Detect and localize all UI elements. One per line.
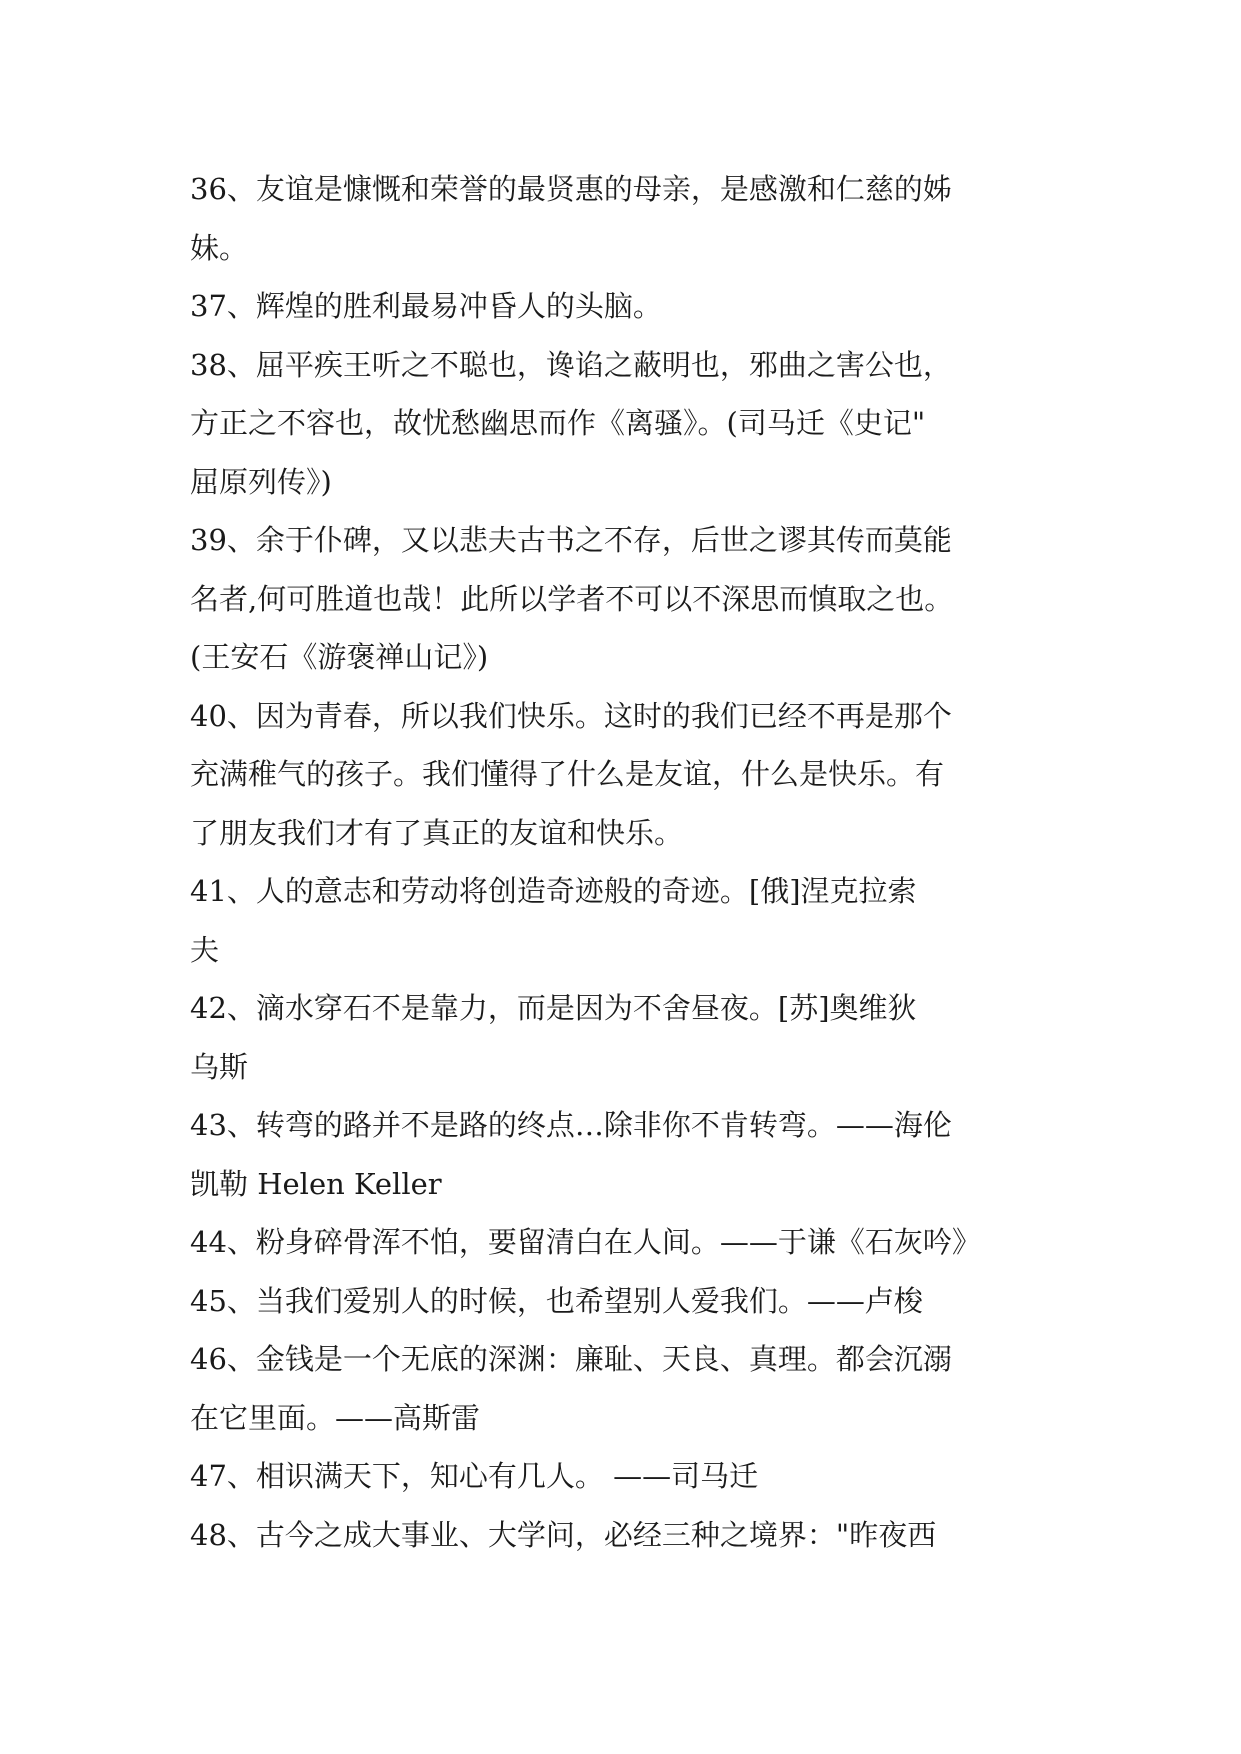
text-line: 充满稚气的孩子。我们懂得了什么是友谊，什么是快乐。有 — [190, 757, 945, 791]
text-line: 36、友谊是慷慨和荣誉的最贤惠的母亲，是感激和仁慈的姊 — [190, 172, 952, 206]
text-line: 在它里面。——高斯雷 — [190, 1400, 481, 1435]
text-line: 了朋友我们才有了真正的友谊和快乐。 — [190, 815, 684, 850]
text-line: (王安石《游褒禅山记》) — [190, 640, 489, 674]
text-line: 方正之不容也，故忧愁幽思而作《离骚》。(司马迁《史记" — [190, 406, 926, 440]
text-line: 乌斯 — [190, 1049, 249, 1084]
text-line: 37、辉煌的胜利最易冲昏人的头脑。 — [190, 289, 662, 323]
text-line: 凯勒 Helen Keller — [190, 1166, 442, 1201]
text-line: 48、古今之成大事业、大学问，必经三种之境界："昨夜西 — [190, 1517, 937, 1552]
document-body — [190, 160, 1070, 1564]
text-line: 39、余于仆碑，又以悲夫古书之不存，后世之谬其传而莫能 — [190, 523, 952, 557]
text-line: 夫 — [190, 932, 220, 967]
text-line: 42、滴水穿石不是靠力，而是因为不舍昼夜。[苏]奥维狄 — [190, 991, 917, 1025]
text-line: 45、当我们爱别人的时候，也希望别人爱我们。——卢梭 — [190, 1283, 923, 1318]
text-line: 46、金钱是一个无底的深渊：廉耻、天良、真理。都会沉溺 — [190, 1342, 952, 1376]
text-line: 妹。 — [190, 230, 249, 265]
text-line: 40、因为青春，所以我们快乐。这时的我们已经不再是那个 — [190, 698, 952, 733]
text-line: 屈原列传》) — [190, 464, 332, 499]
text-line: 38、屈平疾王听之不聪也，谗谄之蔽明也，邪曲之害公也， — [190, 347, 952, 382]
text-line: 名者,何可胜道也哉！此所以学者不可以不深思而慎取之也。 — [190, 581, 954, 616]
text-line: 47、相识满天下，知心有几人。 ——司马迁 — [190, 1459, 759, 1493]
text-line: 44、粉身碎骨浑不怕，要留清白在人间。——于谦《石灰吟》 — [190, 1225, 981, 1259]
text-line: 43、转弯的路并不是路的终点…除非你不肯转弯。——海伦 — [190, 1108, 952, 1142]
text-line: 41、人的意志和劳动将创造奇迹般的奇迹。[俄]涅克拉索 — [190, 874, 917, 908]
